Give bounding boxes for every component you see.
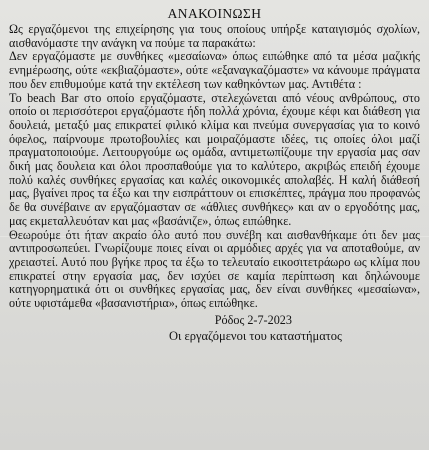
notice-paragraph: Το beach Bar στο οποίο εργαζόμαστε, στελεχώνεται από νέους ανθρώπους, στο οποίο οι περισσότεροι εργαζόμαστε ήδη πολλά χρόνια, έχουμε κέφι και διάθεση για δουλειά, μεταξύ μας επικρατεί φιλικό κλίμα και πνεύμα συνεργασίας για το κοινό όφελος, παίρνουμε πρωτοβουλίες και μοιραζόμαστε ιδέες, τις οποίες όλοι μαζί πραγματοποιούμε. Λειτουργούμε ως ομάδα, αντιμετωπίζουμε την εργασία μας σαν δική μας δουλεια και όλοι προσπαθούμε για το καλύτερο, ακριβώς επειδή έχουμε πολύ καλές συνθήκες εργασίας και καλές οικονομικές απολαβές. Η καλή διάθεσή μας, βγαίνει προς τα έξω και την εισπράττουν οι επισκέπτες, πράγμα που προφανώς δε θα συνέβαινε αν εργαζόμασταν σε «άθλιες συνθήκες» και αν ο εργοδότης μας, μας εκμεταλλευόταν και μας «βασάνιζε», όπως ειπώθηκε. xyxy=(9,90,420,228)
paper-fold xyxy=(0,236,429,237)
notice-date: Ρόδος 2-7-2023 xyxy=(214,312,292,327)
notice-body xyxy=(9,23,420,311)
notice-paragraph: Δεν εργαζόμαστε με συνθήκες «μεσαίωνα» όπως ειπώθηκε από τα μέσα μαζικής ενημέρωσης, ούτε «εκβιαζόμαστε», ούτε «εξαναγκαζόμαστε» να κάνουμε πράγματα που δεν επιθυμούμε κατά την εκτέλεση των καθηκόντων μας. Αντιθέτα : xyxy=(9,49,420,91)
notice-paragraph: Θεωρούμε ότι ήταν ακραίο όλο αυτό που συνέβη και αισθανθήκαμε ότι δεν μας αντιπροσωπεύει. Γνωρίζουμε ποιες είναι οι αρμόδιες αρχές για να αποταθούμε, αν χρειαστεί. Αυτό που βγήκε προς τα έξω το τελευταίο εικοσιτετράωρο ως κλίμα που επικρατεί στην εργασία μας, δεν ισχύει σε καμία περίπτωση και δηλώνουμε κατηγορηματικά ότι οι συνθήκες εργασίας μας, δεν είναι συνθήκες «μεσαίωνα», ούτε υφιστάμεθα «βασανιστήρια», όπως ειπώθηκε. xyxy=(9,227,420,311)
notice-paragraph: Ως εργαζόμενοι της επιχείρησης για τους οποίους υπήρξε καταιγισμός σχολίων, αισθανόμαστε την ανάγκη να πούμε τα παρακάτω: xyxy=(9,22,420,50)
notice-title: ΑΝΑΚΟΙΝΩΣΗ xyxy=(167,6,262,21)
notice-signature: Οι εργαζόμενοι του καταστήματος xyxy=(168,328,342,343)
